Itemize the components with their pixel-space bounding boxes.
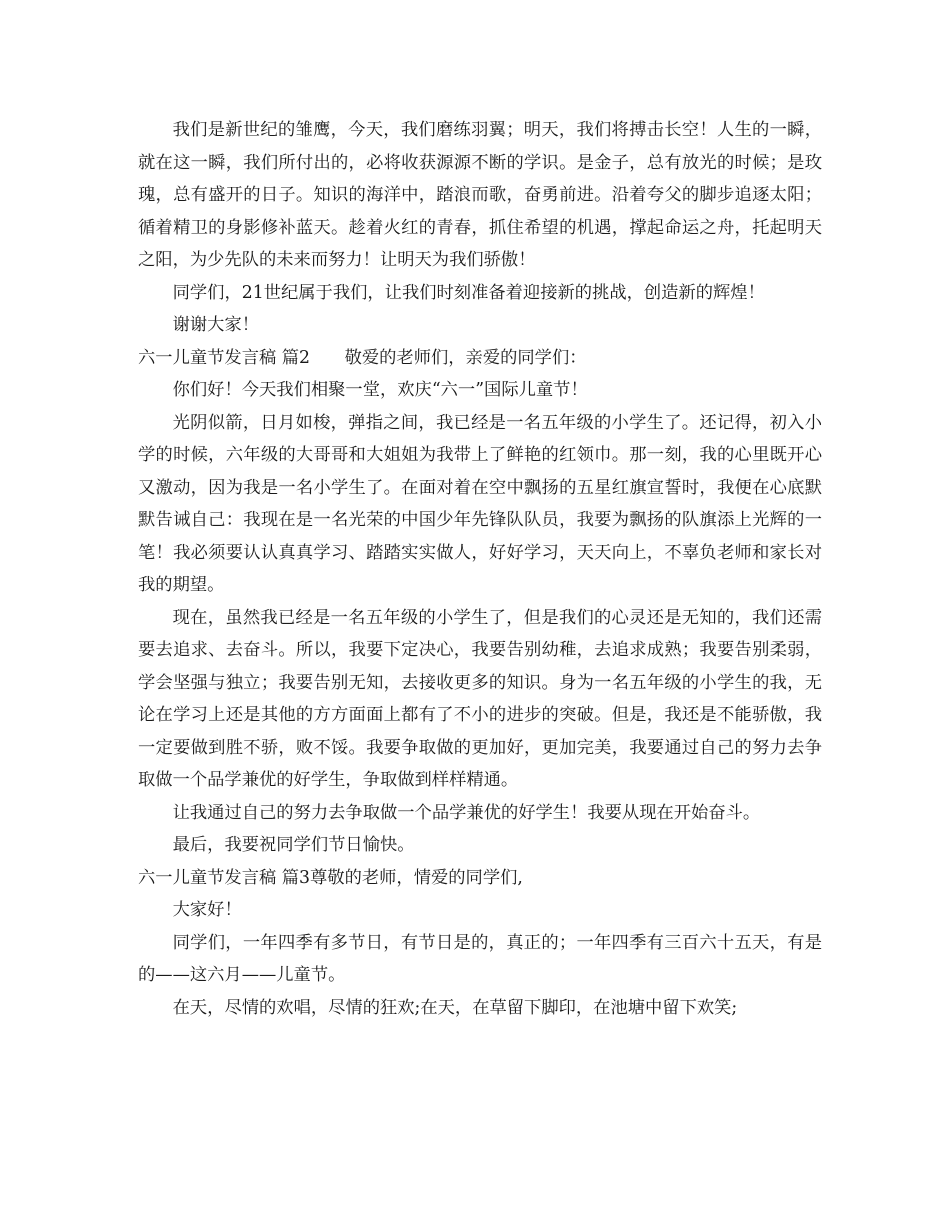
paragraph-finally: 最后，我要祝同学们节日愉快。 — [172, 835, 415, 855]
section-heading-2: 六一儿童节发言稿 篇2 敬爱的老师们，亲爱的同学们： — [138, 347, 587, 368]
paragraph-eagles: 我们是新世纪的雏鹰，今天，我们磨练羽翼；明天，我们将搏击长空！人生的一瞬，就在这一瞬，我们所付出的，必将收获源源不断的学识。是金子，总有放光的时候；是玫瑰，总有盛开的日子。知识的海洋中，踏浪而歌，奋勇前进。沿着夸父的脚步追逐太阳；循着精卫的身影修补蓝天。趁着火红的青春，抓住希望的机遇，撑起命运之舟，托起明天之阳，为少先队的未来而努力！让明天为我们骄傲！ — [138, 120, 822, 270]
paragraph-sing: 在天，尽情的欢唱，尽情的狂欢;在天，在草留下脚印，在池塘中留下欢笑; — [172, 997, 738, 1018]
paragraph-strive: 让我通过自己的努力去争取做一个品学兼优的好学生！我要从现在开始奋斗。 — [172, 802, 761, 823]
paragraph-21st-century: 同学们，21世纪属于我们，让我们时刻准备着迎接新的挑战，创造新的辉煌！ — [172, 282, 765, 303]
paragraph-greeting: 你们好！今天我们相聚一堂，欢庆“六一”国际儿童节！ — [172, 380, 588, 400]
paragraph-festivals: 同学们，一年四季有多节日，有节日是的，真正的；一年四季有三百六十五天，有是的——这六月——儿童节。 — [138, 932, 822, 985]
paragraph-hello-all: 大家好！ — [172, 900, 242, 920]
paragraph-time-flies: 光阴似箭，日月如梭，弹指之间，我已经是一名五年级的小学生了。还记得，初入小学的时候，六年级的大哥哥和大姐姐为我带上了鲜艳的红领巾。那一刻，我的心里既开心又激动，因为我是一名小学生了。在面对着在空中飘扬的五星红旗宣誓时，我便在心底默默告诫自己：我现在是一名光荣的中国少年先锋队队员，我要为飘扬的队旗添上光辉的一笔！我必须要认认真真学习、踏踏实实做人，好好学习，天天向上，不辜负老师和家长对我的期望。 — [138, 412, 822, 595]
section-heading-3: 六一儿童节发言稿 篇3尊敬的老师，情爱的同学们, — [138, 867, 523, 888]
paragraph-now: 现在，虽然我已经是一名五年级的小学生了，但是我们的心灵还是无知的，我们还需要去追求、去奋斗。所以，我要下定决心，我要告别幼稚，去追求成熟；我要告别柔弱，学会坚强与独立；我要告别无知，去接收更多的知识。身为一名五年级的小学生的我，无论在学习上还是其他的方方面面上都有了不小的进步的突破。但是，我还是不能骄傲，我一定要做到胜不骄，败不馁。我要争取做的更加好，更加完美，我要通过自己的努力去争取做一个品学兼优的好学生，争取做到样样精通。 — [138, 607, 822, 790]
document-body — [138, 114, 822, 1024]
paragraph-thanks: 谢谢大家！ — [172, 315, 260, 335]
